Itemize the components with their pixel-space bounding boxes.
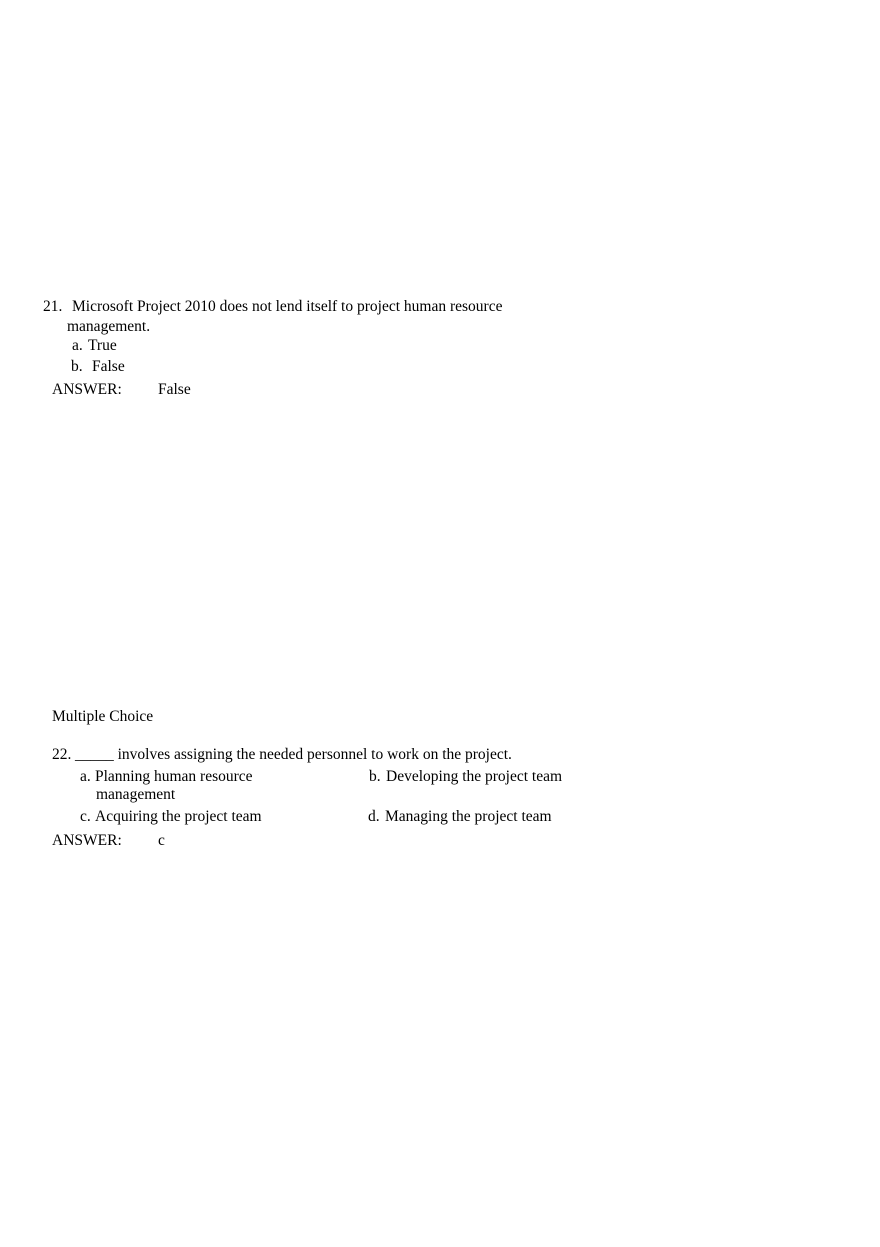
question-22-text: _____ involves assigning the needed personnel to work on the project. xyxy=(75,746,512,763)
question-21-option-b-text: False xyxy=(92,358,125,375)
question-21-answer-label: ANSWER: xyxy=(52,381,122,398)
question-21-text-line2: management. xyxy=(67,318,151,335)
question-22-number: 22. xyxy=(52,746,72,763)
question-21-answer-value: False xyxy=(158,381,191,398)
question-22-answer-label: ANSWER: xyxy=(52,832,122,849)
question-22-option-b-text: Developing the project team xyxy=(386,768,563,785)
question-22-option-a-text-line2: management xyxy=(96,786,176,803)
question-22-option-b-letter: b. xyxy=(369,768,381,785)
section-heading: Multiple Choice xyxy=(52,708,154,725)
question-22-option-d-letter: d. xyxy=(368,808,380,825)
question-21-option-a-letter: a. xyxy=(72,337,83,354)
question-22-option-c-letter: c. xyxy=(80,808,91,825)
question-21-option-a-text: True xyxy=(88,337,117,354)
question-22-option-c-text: Acquiring the project team xyxy=(95,808,262,825)
question-22-answer-value: c xyxy=(158,832,165,849)
question-22-option-a-text-line1: Planning human resource xyxy=(95,768,253,785)
question-22-option-a-letter: a. xyxy=(80,768,91,785)
question-21-option-b-letter: b. xyxy=(71,358,83,375)
question-21-text-line1: Microsoft Project 2010 does not lend itself to project human resource xyxy=(72,298,503,315)
question-22-option-d-text: Managing the project team xyxy=(385,808,552,825)
question-21-number: 21. xyxy=(43,298,63,315)
